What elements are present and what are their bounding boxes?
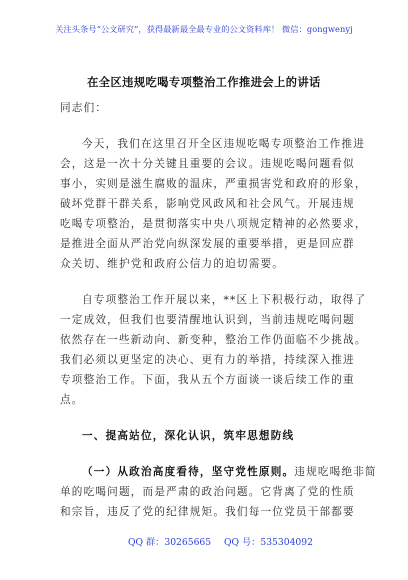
body-line: 自专项整治工作开展以来，**区上下积极行动，取得了 xyxy=(82,294,367,306)
body-line: 会，这是一次十分关键且重要的会议。违规吃喝问题看似 xyxy=(60,158,355,170)
subsection-rest: 违规吃喝绝非简 xyxy=(294,466,377,478)
footer-qq-number: QQ 号：535304092 xyxy=(224,537,313,548)
header-promo-note: 关注头条号“公文研究”，获得最新最全最专业的公文资料库！ 微信：gongwenyj xyxy=(55,24,353,34)
subsection-first-line xyxy=(82,464,377,479)
section-heading: 一、提高站位，深化认识，筑牢思想防线 xyxy=(82,430,295,442)
body-line: 点。 xyxy=(60,394,84,406)
body-line: 事小，实则是滋生腐败的温床，严重损害党和政府的形象， xyxy=(60,178,367,190)
body-line: 和宗旨，违反了党的纪律规矩。我们每一位党员干部都要 xyxy=(60,506,355,518)
body-line: 是推进全面从严治党向纵深发展的重要举措，更是回应群 xyxy=(60,238,355,250)
body-line: 吃喝专项整治，是贯彻落实中央八项规定精神的必然要求， xyxy=(60,218,367,230)
document-title: 在全区违规吃喝专项整治工作推进会上的讲话 xyxy=(87,75,321,89)
footer-qq-group: QQ 群：30265665 xyxy=(128,537,212,548)
body-line: 单的吃喝问题，而是严肃的政治问题。它背离了党的性质 xyxy=(60,486,355,498)
body-line: 今天，我们在这里召开全区违规吃喝专项整治工作推进 xyxy=(82,138,366,150)
body-line: 一定成效，但我们也要清醒地认识到，当前违规吃喝问题 xyxy=(60,314,355,326)
body-line: 我们必须以更坚定的决心、更有力的举措，持续深入推进 xyxy=(60,354,355,366)
salutation: 同志们： xyxy=(60,102,108,114)
body-line: 破坏党群干群关系，影响党风政风和社会风气。开展违规 xyxy=(60,198,355,210)
body-line: 专项整治工作。下面，我从五个方面谈一谈后续工作的重 xyxy=(60,374,355,386)
body-line: 众关切、维护党和政府公信力的迫切需要。 xyxy=(60,258,285,270)
body-line: 依然存在一些新动向、新变种，整治工作仍面临不少挑战。 xyxy=(60,334,367,346)
subsection-bold-heading: （一）从政治高度看待，坚守党性原则。 xyxy=(82,466,295,478)
